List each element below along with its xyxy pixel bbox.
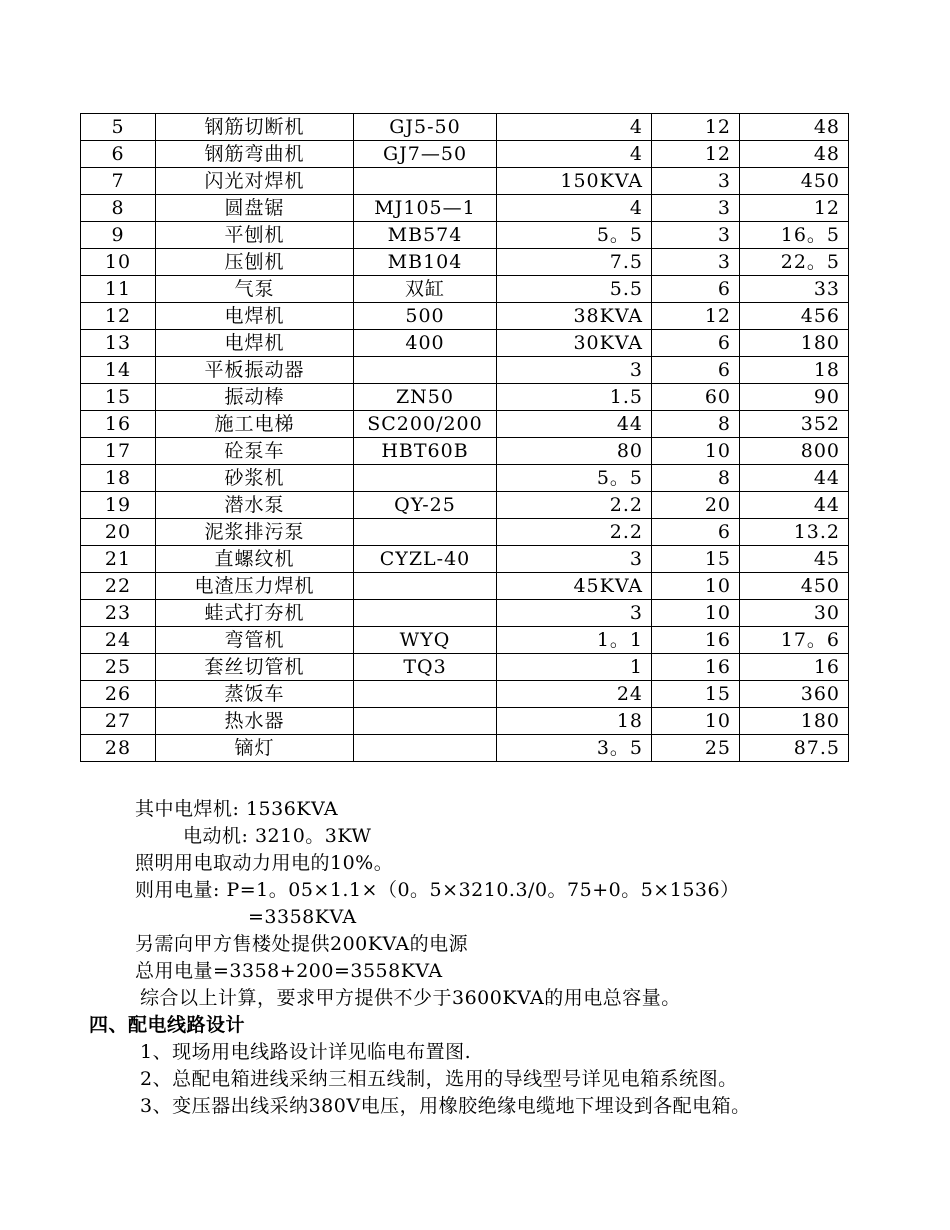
- cell-quantity: 60: [652, 384, 740, 411]
- cell-quantity: 12: [652, 303, 740, 330]
- cell-power: 45KVA: [497, 573, 652, 600]
- cell-quantity: 25: [652, 735, 740, 762]
- table-row: [81, 438, 849, 465]
- cell-model: HBT60B: [354, 438, 497, 465]
- cell-number: 8: [81, 195, 156, 222]
- cell-power: 5。5: [497, 465, 652, 492]
- cell-model: 双缸: [354, 276, 497, 303]
- table-row: [81, 627, 849, 654]
- cell-model: [354, 735, 497, 762]
- cell-number: 24: [81, 627, 156, 654]
- cell-model: TQ3: [354, 654, 497, 681]
- table-row: [81, 195, 849, 222]
- cell-equipment-name: 钢筋切断机: [156, 114, 354, 141]
- cell-power: 5.5: [497, 276, 652, 303]
- cell-model: [354, 168, 497, 195]
- cell-equipment-name: 圆盘锯: [156, 195, 354, 222]
- cell-total-power: 352: [740, 411, 849, 438]
- cell-quantity: 15: [652, 546, 740, 573]
- note-result: =3358KVA: [248, 906, 357, 928]
- cell-power: 44: [497, 411, 652, 438]
- cell-quantity: 15: [652, 681, 740, 708]
- cell-number: 19: [81, 492, 156, 519]
- cell-model: [354, 519, 497, 546]
- cell-equipment-name: 潜水泵: [156, 492, 354, 519]
- cell-number: 20: [81, 519, 156, 546]
- cell-quantity: 12: [652, 141, 740, 168]
- cell-model: ZN50: [354, 384, 497, 411]
- cell-number: 28: [81, 735, 156, 762]
- cell-total-power: 450: [740, 573, 849, 600]
- cell-power: 1: [497, 654, 652, 681]
- cell-quantity: 6: [652, 519, 740, 546]
- cell-quantity: 3: [652, 222, 740, 249]
- cell-model: [354, 357, 497, 384]
- note-total: 总用电量=3358+200=3558KVA: [135, 960, 443, 982]
- cell-total-power: 17。6: [740, 627, 849, 654]
- cell-total-power: 16: [740, 654, 849, 681]
- table-row: [81, 519, 849, 546]
- cell-total-power: 48: [740, 114, 849, 141]
- cell-model: [354, 573, 497, 600]
- table-row: [81, 141, 849, 168]
- cell-power: 18: [497, 708, 652, 735]
- cell-total-power: 180: [740, 708, 849, 735]
- cell-total-power: 12: [740, 195, 849, 222]
- section-item-1: 1、现场用电线路设计详见临电布置图.: [140, 1041, 472, 1063]
- cell-equipment-name: 热水器: [156, 708, 354, 735]
- cell-total-power: 45: [740, 546, 849, 573]
- cell-quantity: 20: [652, 492, 740, 519]
- cell-power: 5。5: [497, 222, 652, 249]
- cell-model: MB104: [354, 249, 497, 276]
- table-row: [81, 276, 849, 303]
- cell-quantity: 3: [652, 249, 740, 276]
- table-row: [81, 303, 849, 330]
- cell-model: CYZL-40: [354, 546, 497, 573]
- cell-equipment-name: 砂浆机: [156, 465, 354, 492]
- cell-model: [354, 600, 497, 627]
- cell-total-power: 456: [740, 303, 849, 330]
- cell-total-power: 16。5: [740, 222, 849, 249]
- cell-model: [354, 708, 497, 735]
- cell-model: SC200/200: [354, 411, 497, 438]
- cell-total-power: 800: [740, 438, 849, 465]
- note-motor: 电动机: 3210。3KW: [183, 825, 372, 847]
- cell-number: 18: [81, 465, 156, 492]
- cell-power: 1。1: [497, 627, 652, 654]
- cell-number: 13: [81, 330, 156, 357]
- cell-number: 27: [81, 708, 156, 735]
- cell-number: 12: [81, 303, 156, 330]
- equipment-table: [80, 113, 849, 762]
- cell-total-power: 180: [740, 330, 849, 357]
- cell-quantity: 10: [652, 600, 740, 627]
- table-row: [81, 546, 849, 573]
- cell-number: 17: [81, 438, 156, 465]
- table-row: [81, 411, 849, 438]
- cell-model: QY-25: [354, 492, 497, 519]
- cell-number: 11: [81, 276, 156, 303]
- table-row: [81, 222, 849, 249]
- table-row: [81, 384, 849, 411]
- table-row: [81, 168, 849, 195]
- cell-model: GJ7—50: [354, 141, 497, 168]
- cell-power: 80: [497, 438, 652, 465]
- cell-total-power: 13.2: [740, 519, 849, 546]
- cell-number: 16: [81, 411, 156, 438]
- cell-quantity: 3: [652, 195, 740, 222]
- table-row: [81, 114, 849, 141]
- cell-quantity: 6: [652, 357, 740, 384]
- table-row: [81, 708, 849, 735]
- cell-equipment-name: 镝灯: [156, 735, 354, 762]
- cell-number: 23: [81, 600, 156, 627]
- cell-quantity: 10: [652, 573, 740, 600]
- cell-equipment-name: 闪光对焊机: [156, 168, 354, 195]
- table-row: [81, 357, 849, 384]
- section-item-3: 3、变压器出线采纳380V电压，用橡胶绝缘电缆地下埋设到各配电箱。: [140, 1095, 751, 1117]
- cell-equipment-name: 电焊机: [156, 303, 354, 330]
- cell-equipment-name: 平板振动器: [156, 357, 354, 384]
- cell-power: 2.2: [497, 492, 652, 519]
- cell-equipment-name: 气泵: [156, 276, 354, 303]
- table-row: [81, 492, 849, 519]
- cell-quantity: 12: [652, 114, 740, 141]
- cell-power: 1.5: [497, 384, 652, 411]
- cell-power: 3: [497, 357, 652, 384]
- cell-equipment-name: 平刨机: [156, 222, 354, 249]
- table-row: [81, 654, 849, 681]
- note-welder: 其中电焊机: 1536KVA: [135, 798, 339, 820]
- cell-equipment-name: 电渣压力焊机: [156, 573, 354, 600]
- cell-total-power: 87.5: [740, 735, 849, 762]
- table-row: [81, 573, 849, 600]
- cell-total-power: 360: [740, 681, 849, 708]
- cell-total-power: 22。5: [740, 249, 849, 276]
- section-heading: 四、配电线路设计: [89, 1014, 246, 1036]
- cell-power: 30KVA: [497, 330, 652, 357]
- table-row: [81, 249, 849, 276]
- table-row: [81, 735, 849, 762]
- table-row: [81, 600, 849, 627]
- cell-total-power: 30: [740, 600, 849, 627]
- note-extra: 另需向甲方售楼处提供200KVA的电源: [135, 933, 469, 955]
- cell-model: MB574: [354, 222, 497, 249]
- cell-power: 2.2: [497, 519, 652, 546]
- cell-total-power: 90: [740, 384, 849, 411]
- cell-power: 7.5: [497, 249, 652, 276]
- cell-equipment-name: 钢筋弯曲机: [156, 141, 354, 168]
- cell-equipment-name: 砼泵车: [156, 438, 354, 465]
- cell-number: 5: [81, 114, 156, 141]
- cell-power: 4: [497, 114, 652, 141]
- cell-quantity: 16: [652, 627, 740, 654]
- cell-equipment-name: 电焊机: [156, 330, 354, 357]
- cell-quantity: 3: [652, 168, 740, 195]
- cell-quantity: 6: [652, 330, 740, 357]
- cell-total-power: 44: [740, 465, 849, 492]
- table-row: [81, 465, 849, 492]
- cell-power: 4: [497, 195, 652, 222]
- cell-number: 6: [81, 141, 156, 168]
- cell-quantity: 16: [652, 654, 740, 681]
- note-lighting: 照明用电取动力用电的10%。: [135, 852, 394, 874]
- cell-quantity: 6: [652, 276, 740, 303]
- cell-quantity: 10: [652, 438, 740, 465]
- cell-quantity: 8: [652, 411, 740, 438]
- cell-model: [354, 681, 497, 708]
- cell-equipment-name: 压刨机: [156, 249, 354, 276]
- cell-quantity: 8: [652, 465, 740, 492]
- cell-total-power: 44: [740, 492, 849, 519]
- equipment-table-body: [81, 114, 849, 762]
- cell-power: 150KVA: [497, 168, 652, 195]
- cell-power: 3: [497, 600, 652, 627]
- cell-number: 22: [81, 573, 156, 600]
- note-formula: 则用电量: P=1。05×1.1×（0。5×3210.3/0。75+0。5×1536）: [135, 879, 740, 901]
- cell-total-power: 48: [740, 141, 849, 168]
- cell-number: 21: [81, 546, 156, 573]
- cell-equipment-name: 蛙式打夯机: [156, 600, 354, 627]
- cell-power: 24: [497, 681, 652, 708]
- cell-equipment-name: 弯管机: [156, 627, 354, 654]
- cell-total-power: 450: [740, 168, 849, 195]
- table-row: [81, 330, 849, 357]
- cell-number: 14: [81, 357, 156, 384]
- cell-equipment-name: 泥浆排污泵: [156, 519, 354, 546]
- cell-number: 15: [81, 384, 156, 411]
- cell-number: 26: [81, 681, 156, 708]
- cell-power: 3: [497, 546, 652, 573]
- cell-model: GJ5-50: [354, 114, 497, 141]
- cell-power: 38KVA: [497, 303, 652, 330]
- section-item-2: 2、总配电箱进线采纳三相五线制，选用的导线型号详见电箱系统图。: [140, 1068, 738, 1090]
- cell-power: 4: [497, 141, 652, 168]
- cell-equipment-name: 施工电梯: [156, 411, 354, 438]
- table-row: [81, 681, 849, 708]
- cell-model: [354, 465, 497, 492]
- cell-model: MJ105—1: [354, 195, 497, 222]
- cell-total-power: 18: [740, 357, 849, 384]
- cell-quantity: 10: [652, 708, 740, 735]
- cell-equipment-name: 直螺纹机: [156, 546, 354, 573]
- note-conclusion: 综合以上计算，要求甲方提供不少于3600KVA的用电总容量。: [140, 987, 681, 1009]
- cell-model: 400: [354, 330, 497, 357]
- cell-number: 25: [81, 654, 156, 681]
- cell-power: 3。5: [497, 735, 652, 762]
- cell-number: 7: [81, 168, 156, 195]
- cell-equipment-name: 蒸饭车: [156, 681, 354, 708]
- cell-equipment-name: 套丝切管机: [156, 654, 354, 681]
- cell-model: 500: [354, 303, 497, 330]
- cell-total-power: 33: [740, 276, 849, 303]
- cell-model: WYQ: [354, 627, 497, 654]
- cell-number: 9: [81, 222, 156, 249]
- cell-equipment-name: 振动棒: [156, 384, 354, 411]
- cell-number: 10: [81, 249, 156, 276]
